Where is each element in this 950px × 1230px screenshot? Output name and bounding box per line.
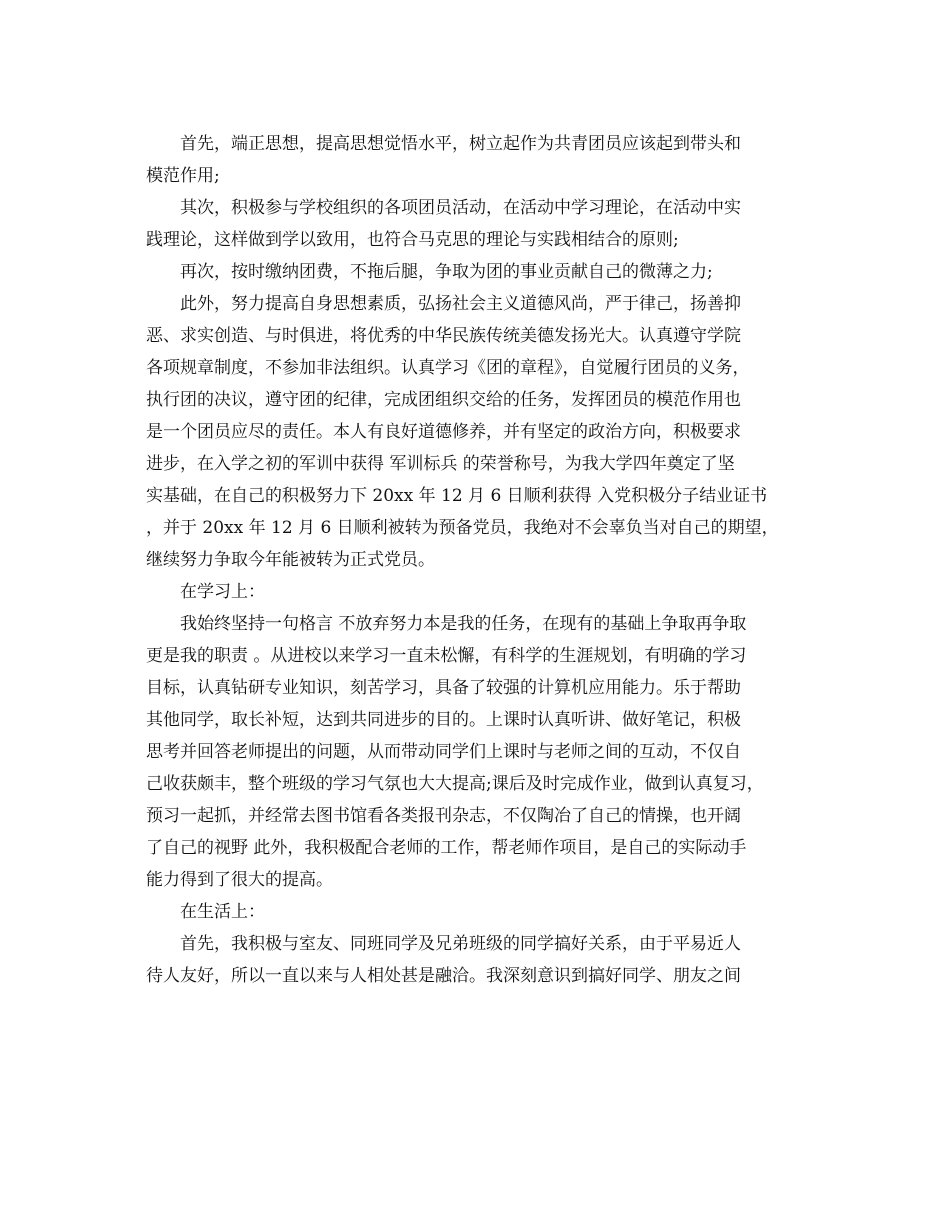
- document-body: [146, 128, 806, 992]
- paragraph-line: 更是我的职责 。从进校以来学习一直未松懈，有科学的生涯规划，有明确的学习: [146, 646, 747, 666]
- paragraph-line: 模范作用;: [146, 166, 220, 186]
- section-heading: 在生活上：: [180, 902, 265, 922]
- paragraph-line: 执行团的决议，遵守团的纪律，完成团组织交给的任务，发挥团员的模范作用也: [146, 390, 741, 410]
- paragraph-line: 实基础，在自己的积极努力下 20xx 年 12 月 6 日顺利获得 入党积极分子结业证书: [146, 486, 768, 506]
- paragraph-line: 继续努力争取今年能被转为正式党员。: [146, 550, 435, 570]
- paragraph-line: 我始终坚持一句格言 不放弃努力本是我的任务，在现有的基础上争取再争取: [180, 614, 747, 634]
- paragraph-line: 待人友好，所以一直以来与人相处甚是融洽。我深刻意识到搞好同学、朋友之间: [146, 966, 741, 986]
- paragraph-line: 己收获颇丰，整个班级的学习气氛也大大提高;课后及时完成作业，做到认真复习，: [146, 774, 764, 794]
- section-heading: 在学习上：: [180, 582, 265, 602]
- paragraph-line: 预习一起抓，并经常去图书馆看各类报刊杂志，不仅陶冶了自己的情操，也开阔: [146, 806, 741, 826]
- paragraph-line: 首先，我积极与室友、同班同学及兄弟班级的同学搞好关系，由于平易近人: [180, 934, 741, 954]
- paragraph-line: 各项规章制度，不参加非法组织。认真学习《团的章程》，自觉履行团员的义务，: [146, 358, 750, 378]
- paragraph-line: 践理论，这样做到学以致用，也符合马克思的理论与实践相结合的原则;: [146, 230, 679, 250]
- paragraph-line: 首先，端正思想，提高思想觉悟水平，树立起作为共青团员应该起到带头和: [180, 134, 741, 154]
- paragraph-line: 了自己的视野 此外，我积极配合老师的工作，帮老师作项目，是自己的实际动手: [146, 838, 747, 858]
- paragraph-line: 思考并回答老师提出的问题，从而带动同学们上课时与老师之间的互动，不仅自: [146, 742, 741, 762]
- paragraph-line: 进步，在入学之初的军训中获得 军训标兵 的荣誉称号，为我大学四年奠定了坚: [146, 454, 735, 474]
- paragraph-line: 是一个团员应尽的责任。本人有良好道德修养，并有坚定的政治方向，积极要求: [146, 422, 741, 442]
- paragraph-line: 此外，努力提高自身思想素质，弘扬社会主义道德风尚，严于律己，扬善抑: [180, 294, 741, 314]
- paragraph-line: 能力得到了很大的提高。: [146, 870, 333, 890]
- paragraph-line: ，并于 20xx 年 12 月 6 日顺利被转为预备党员，我绝对不会辜负当对自己的期望，: [146, 518, 779, 538]
- paragraph-line: 恶、求实创造、与时俱进，将优秀的中华民族传统美德发扬光大。认真遵守学院: [146, 326, 741, 346]
- paragraph-line: 其他同学，取长补短，达到共同进步的目的。上课时认真听讲、做好笔记，积极: [146, 710, 741, 730]
- paragraph-line: 其次，积极参与学校组织的各项团员活动，在活动中学习理论，在活动中实: [180, 198, 741, 218]
- paragraph-line: 再次，按时缴纳团费，不拖后腿，争取为团的事业贡献自己的微薄之力;: [180, 262, 713, 282]
- paragraph-line: 目标，认真钻研专业知识，刻苦学习，具备了较强的计算机应用能力。乐于帮助: [146, 678, 741, 698]
